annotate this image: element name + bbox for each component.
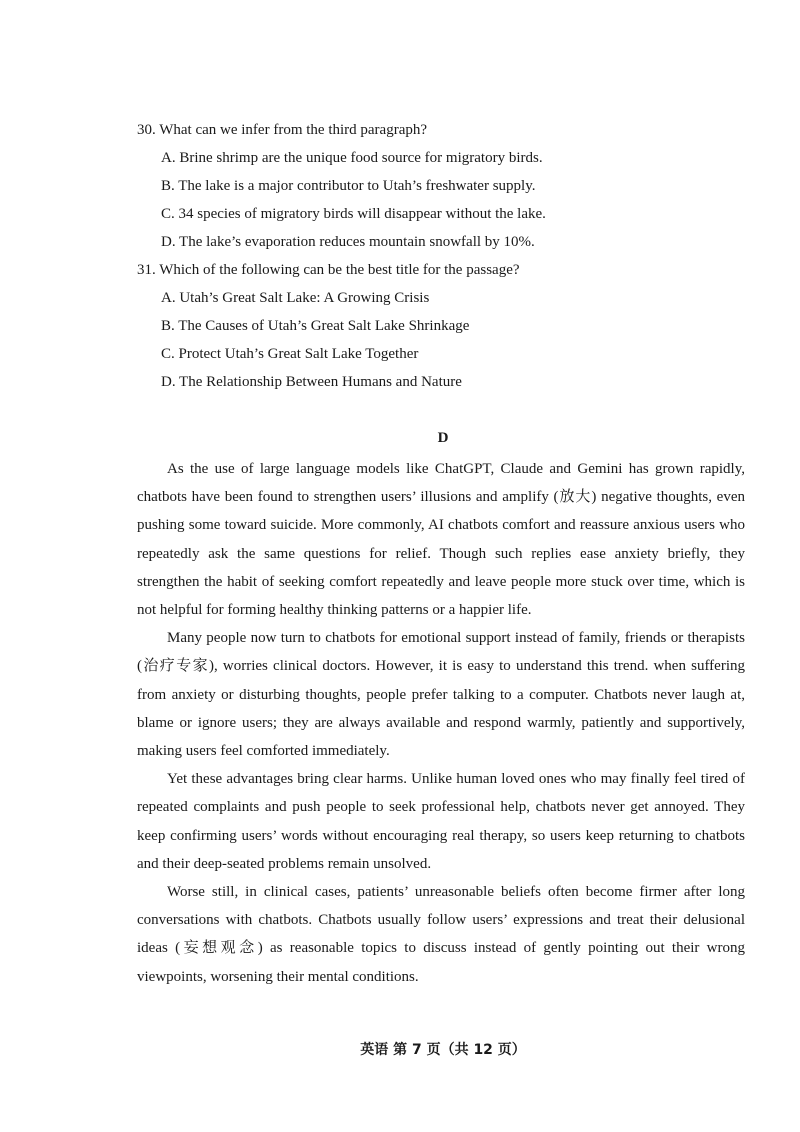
question-31-option-a: A. Utah’s Great Salt Lake: A Growing Crisis bbox=[161, 290, 430, 306]
passage-body bbox=[137, 455, 745, 991]
question-31-option-b: B. The Causes of Utah’s Great Salt Lake Shrinkage bbox=[161, 318, 470, 334]
passage-paragraph-4: Worse still, in clinical cases, patients’ unreasonable beliefs often become firmer after long conversations with chatbots. Chatbots usually follow users’ expressions and treat their delusional ideas (妄想观念) as reasonable topics to discuss instead of gently pointing out their wrong viewpoints, worsening their mental conditions. bbox=[137, 884, 745, 985]
passage-paragraph-2: Many people now turn to chatbots for emotional support instead of family, friends or therapists (治疗专家), worries clinical doctors. However, it is easy to understand this trend. when suffering from anxiety or disturbing thoughts, people prefer talking to a computer. Chatbots never laugh at, blame or ignore users; they are always available and respond warmly, patiently and supportively, making users feel comforted immediately. bbox=[137, 630, 745, 760]
passage-paragraph-3: Yet these advantages bring clear harms. Unlike human loved ones who may finally feel tired of repeated complaints and push people to seek professional help, chatbots never get annoyed. They keep confirming users’ words without encouraging real therapy, so users keep returning to chatbots and their deep-seated problems remain unsolved. bbox=[137, 771, 745, 872]
passage-paragraph-1: As the use of large language models like ChatGPT, Claude and Gemini has grown rapidly, chatbots have been found to strengthen users’ illusions and amplify (放大) negative thoughts, even pushing some toward suicide. More commonly, AI chatbots comfort and reassure anxious users who repeatedly ask the same questions for relief. Though such replies ease anxiety briefly, they strengthen the habit of seeking comfort repeatedly and leave people more stuck over time, which is not helpful for forming healthy thinking patterns or a happier life. bbox=[137, 461, 745, 619]
question-30-option-d: D. The lake’s evaporation reduces mountain snowfall by 10%. bbox=[161, 234, 535, 250]
question-30-option-b: B. The lake is a major contributor to Utah’s freshwater supply. bbox=[161, 178, 536, 194]
question-31-option-c: C. Protect Utah’s Great Salt Lake Together bbox=[161, 346, 419, 362]
question-31-stem: 31. Which of the following can be the best title for the passage? bbox=[137, 262, 520, 278]
section-heading: D bbox=[437, 430, 449, 446]
page-footer: 英语 第 7 页（共 12 页） bbox=[360, 1042, 526, 1058]
question-31-option-d: D. The Relationship Between Humans and Nature bbox=[161, 374, 462, 390]
question-30-stem: 30. What can we infer from the third paragraph? bbox=[137, 122, 428, 138]
question-30-option-a: A. Brine shrimp are the unique food source for migratory birds. bbox=[161, 150, 543, 166]
question-30-option-c: C. 34 species of migratory birds will disappear without the lake. bbox=[161, 206, 546, 222]
